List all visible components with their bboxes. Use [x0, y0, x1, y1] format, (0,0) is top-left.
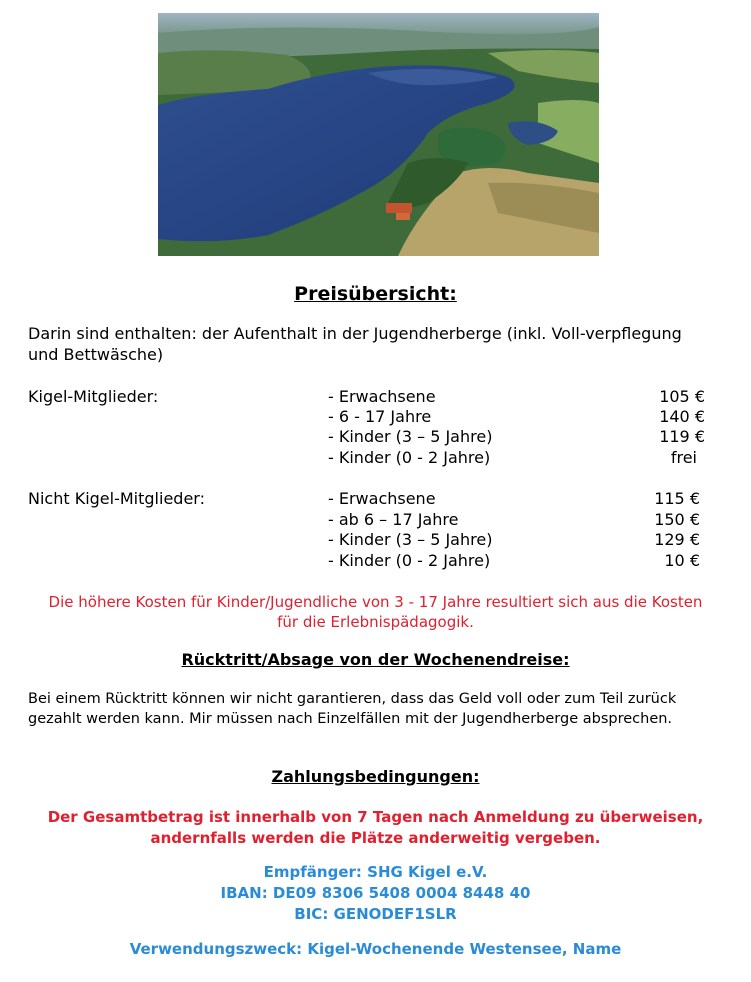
aerial-lake-photo-icon [158, 13, 599, 256]
payment-warning: Der Gesamtbetrag ist innerhalb von 7 Tagen nach Anmeldung zu überweisen, andernfalls werden die Plätze anderweitig vergeben. [47, 808, 704, 847]
price-row [0, 529, 751, 550]
price-value: 115 € [654, 489, 700, 508]
group-label-members: Kigel-Mitglieder: [28, 387, 159, 406]
price-value: 119 € [659, 427, 705, 446]
price-value: 10 € [664, 551, 700, 570]
price-value: 140 € [659, 407, 705, 426]
price-item-label: - ab 6 – 17 Jahre [328, 510, 459, 529]
price-value: 150 € [654, 510, 700, 529]
price-value: 105 € [659, 387, 705, 406]
pricing-intro: Darin sind enthalten: der Aufenthalt in der Jugendherberge (inkl. Voll-verpflegung und Bettwäsche) [28, 324, 682, 364]
price-item-label: - Kinder (3 – 5 Jahre) [328, 427, 493, 446]
price-row [0, 509, 751, 530]
group-label-non-members: Nicht Kigel-Mitglieder: [28, 489, 205, 508]
cancellation-title: Rücktritt/Absage von der Wochenendreise: [181, 650, 570, 669]
pricing-note: Die höhere Kosten für Kinder/Jugendliche von 3 - 17 Jahre resultiert sich aus die Kosten für die Erlebnispädagogik. [48, 593, 703, 631]
cancellation-text: Bei einem Rücktritt können wir nicht garantieren, dass das Geld voll oder zum Teil zurück gezahlt werden kann. Mir müssen nach Einzelfällen mit der Jugendherberge absprechen. [28, 691, 677, 727]
pricing-title: Preisübersicht: [294, 283, 457, 305]
price-value: frei [670, 448, 697, 467]
price-item-label: - Kinder (3 – 5 Jahre) [328, 530, 493, 549]
payment-title: Zahlungsbedingungen: [271, 767, 480, 786]
price-row [0, 406, 751, 427]
price-item-label: - Erwachsene [328, 387, 436, 406]
price-item-label: - Kinder (0 - 2 Jahre) [328, 551, 491, 570]
price-row [0, 447, 751, 468]
payment-iban: IBAN: DE09 8306 5408 0004 8448 40 [220, 884, 531, 902]
payment-bic: BIC: GENODEF1SLR [294, 905, 457, 923]
price-row [0, 386, 751, 407]
price-item-label: - Kinder (0 - 2 Jahre) [328, 448, 491, 467]
price-row [0, 426, 751, 447]
price-row [0, 488, 751, 509]
payment-purpose: Verwendungszweck: Kigel-Wochenende Westensee, Name [129, 940, 622, 958]
price-row [0, 550, 751, 571]
price-value: 129 € [654, 530, 700, 549]
price-item-label: - Erwachsene [328, 489, 436, 508]
price-item-label: - 6 - 17 Jahre [328, 407, 432, 426]
payment-recipient: Empfänger: SHG Kigel e.V. [263, 863, 488, 881]
